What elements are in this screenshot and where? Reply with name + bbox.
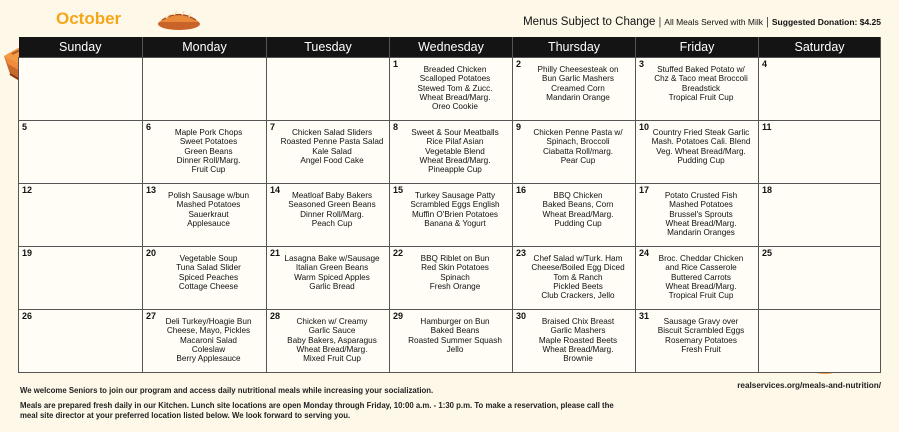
day-menu: Stuffed Baked Potato w/ Chz & Taco meat Broccoli Breadstick Tropical Fruit Cup <box>654 65 748 102</box>
day-menu: BBQ Chicken Baked Beans, Corn Wheat Bread/Marg. Pudding Cup <box>542 191 614 228</box>
day-number: 4 <box>762 59 768 69</box>
calendar-day-cell <box>267 184 390 247</box>
day-menu: Hamburger on Bun Baked Beans Roasted Summer Squash Jello <box>408 317 502 354</box>
day-menu: Philly Cheesesteak on Bun Garlic Mashers Creamed Corn Mandarin Orange <box>537 65 619 102</box>
day-menu: BBQ Riblet on Bun Red Skin Potatoes Spinach Fresh Orange <box>420 254 490 291</box>
day-number: 26 <box>22 311 33 321</box>
day-menu <box>19 121 142 128</box>
menu-calendar <box>18 37 881 373</box>
calendar-day-cell <box>143 184 267 247</box>
calendar-day-cell <box>19 247 143 310</box>
day-number: 1 <box>393 59 399 69</box>
day-number: 16 <box>516 185 527 195</box>
calendar-day-cell <box>636 247 759 310</box>
day-menu <box>759 247 880 254</box>
calendar-day-cell <box>143 310 267 373</box>
day-number: 3 <box>639 59 645 69</box>
day-menu <box>19 184 142 191</box>
day-number: 9 <box>516 122 522 132</box>
calendar-day-cell <box>636 310 759 373</box>
calendar-day-cell <box>513 184 636 247</box>
weekday-header-monday: Monday <box>143 37 267 58</box>
calendar-day-cell <box>759 58 881 121</box>
day-menu: Meatloaf Baby Bakers Seasoned Green Beans Dinner Roll/Marg. Peach Cup <box>288 191 376 228</box>
day-number: 7 <box>270 122 276 132</box>
website-link[interactable]: realservices.org/meals-and-nutrition/ <box>737 381 881 390</box>
weekday-header-wednesday: Wednesday <box>390 37 513 58</box>
day-number: 12 <box>22 185 33 195</box>
day-number: 11 <box>762 122 772 132</box>
calendar-day-cell <box>143 58 267 121</box>
day-number: 2 <box>516 59 522 69</box>
welcome-text: We welcome Seniors to join our program and access daily nutritional meals while increasing your socialization. <box>20 386 434 395</box>
weekday-header-row <box>19 37 881 58</box>
day-number: 27 <box>146 311 157 321</box>
day-number: 6 <box>146 122 152 132</box>
weekday-header-friday: Friday <box>636 37 759 58</box>
day-number: 24 <box>639 248 650 258</box>
day-number: 8 <box>393 122 399 132</box>
day-menu: Country Fried Steak Garlic Mash. Potatoes Cali. Blend Veg. Wheat Bread/Marg. Pudding Cup <box>651 128 751 165</box>
day-number: 30 <box>516 311 527 321</box>
day-menu: Turkey Sausage Patty Scrambled Eggs English Muffin O'Brien Potatoes Banana & Yogurt <box>410 191 500 228</box>
day-number: 13 <box>146 185 157 195</box>
milk-note: All Meals Served with Milk <box>664 17 764 27</box>
calendar-week-row <box>19 184 881 247</box>
day-menu: Chicken Salad Sliders Roasted Penne Pasta Salad Kale Salad Angel Food Cake <box>280 128 384 165</box>
day-number: 14 <box>270 185 281 195</box>
day-menu <box>19 310 142 317</box>
calendar-week-row <box>19 58 881 121</box>
calendar-day-cell <box>759 184 881 247</box>
calendar-day-cell <box>267 121 390 184</box>
calendar-day-cell <box>513 58 636 121</box>
calendar-day-cell <box>759 121 881 184</box>
day-menu: Chicken w/ Creamy Garlic Sauce Baby Bakers, Asparagus Wheat Bread/Marg. Mixed Fruit Cup <box>287 317 377 364</box>
day-menu: Polish Sausage w/bun Mashed Potatoes Sauerkraut Applesauce <box>167 191 250 228</box>
calendar-day-cell <box>636 184 759 247</box>
calendar-day-cell <box>636 58 759 121</box>
calendar-day-cell <box>759 310 881 373</box>
day-menu <box>759 121 880 128</box>
calendar-day-cell <box>267 310 390 373</box>
calendar-week-row <box>19 310 881 373</box>
calendar-day-cell <box>19 58 143 121</box>
day-menu: Chicken Penne Pasta w/ Spinach, Broccoli Ciabatta Roll/marg. Pear Cup <box>533 128 623 165</box>
pie-icon <box>156 4 202 32</box>
calendar-day-cell <box>267 58 390 121</box>
day-menu: Vegetable Soup Tuna Salad Slider Spiced Peaches Cottage Cheese <box>176 254 241 291</box>
suggested-donation: Suggested Donation: $4.25 <box>771 17 881 27</box>
day-number: 18 <box>762 185 773 195</box>
day-menu: Breaded Chicken Scalloped Potatoes Stewed Tom & Zucc. Wheat Bread/Marg. Oreo Cookie <box>417 65 493 112</box>
day-menu: Sweet & Sour Meatballs Rice Pilaf Asian Vegetable Blend Wheat Bread/Marg. Pineapple Cup <box>411 128 499 175</box>
weekday-header-saturday: Saturday <box>759 37 881 58</box>
calendar-day-cell <box>759 247 881 310</box>
day-number: 15 <box>393 185 404 195</box>
calendar-day-cell <box>390 184 513 247</box>
day-menu <box>759 58 880 65</box>
day-menu: Lasagna Bake w/Sausage Italian Green Beans Warm Spiced Apples Garlic Bread <box>284 254 380 291</box>
menu-subject-note: Menus Subject to Change <box>523 16 656 28</box>
day-menu <box>19 58 142 65</box>
calendar-day-cell <box>513 310 636 373</box>
calendar-day-cell <box>390 58 513 121</box>
day-number: 20 <box>146 248 157 258</box>
calendar-day-cell <box>143 247 267 310</box>
day-number: 17 <box>639 185 650 195</box>
day-number: 23 <box>516 248 527 258</box>
day-number: 29 <box>393 311 404 321</box>
day-menu: Potato Crusted Fish Mashed Potatoes Brussel's Sprouts Wheat Bread/Marg. Mandarin Oranges <box>664 191 738 238</box>
calendar-day-cell <box>390 121 513 184</box>
day-menu <box>267 58 389 65</box>
day-number: 28 <box>270 311 281 321</box>
weekday-header-thursday: Thursday <box>513 37 636 58</box>
calendar-week-row <box>19 247 881 310</box>
day-number: 19 <box>22 248 33 258</box>
day-menu: Chef Salad w/Turk. Ham Cheese/Boiled Egg Diced Tom & Ranch Pickled Beets Club Crackers, Jello <box>531 254 625 301</box>
calendar-day-cell <box>390 310 513 373</box>
calendar-day-cell <box>636 121 759 184</box>
day-number: 5 <box>22 122 28 132</box>
calendar-day-cell <box>513 247 636 310</box>
day-number: 21 <box>270 248 281 258</box>
month-title: October <box>56 9 122 28</box>
day-menu <box>143 58 266 65</box>
day-menu: Maple Pork Chops Sweet Potatoes Green Beans Dinner Roll/Marg. Fruit Cup <box>174 128 243 175</box>
day-number: 25 <box>762 248 773 258</box>
day-number: 31 <box>639 311 650 321</box>
calendar-week-row <box>19 121 881 184</box>
weekday-header-sunday: Sunday <box>19 37 143 58</box>
day-menu <box>759 184 880 191</box>
calendar-day-cell <box>267 247 390 310</box>
calendar-day-cell <box>143 121 267 184</box>
calendar-day-cell <box>513 121 636 184</box>
calendar-day-cell <box>19 184 143 247</box>
calendar-day-cell <box>390 247 513 310</box>
calendar-day-cell <box>19 310 143 373</box>
calendar-body <box>19 58 881 373</box>
day-number: 22 <box>393 248 404 258</box>
day-menu: Braised Chix Breast Garlic Mashers Maple Roasted Beets Wheat Bread/Marg. Brownie <box>538 317 618 364</box>
day-number: 10 <box>639 122 650 132</box>
day-menu <box>759 310 880 317</box>
day-menu: Sausage Gravy over Biscuit Scrambled Eggs Rosemary Potatoes Fresh Fruit <box>657 317 745 354</box>
site-info-text: Meals are prepared fresh daily in our Kitchen. Lunch site locations are open Monday through Friday, 10:00 a.m. - 1:30 p.m. To make a reservation, please call the meal site director at your preferred location listed below. We look forward to serving you. <box>20 401 614 420</box>
weekday-header-tuesday: Tuesday <box>267 37 390 58</box>
day-menu: Deli Turkey/Hoagie Bun Cheese, Mayo, Pickles Macaroni Salad Coleslaw Berry Applesauce <box>165 317 252 364</box>
day-menu: Broc. Cheddar Chicken and Rice Casserole Buttered Carrots Wheat Bread/Marg. Tropical Fruit Cup <box>658 254 744 301</box>
calendar-day-cell <box>19 121 143 184</box>
day-menu <box>19 247 142 254</box>
header-info: Menus Subject to Change | All Meals Served with Milk | Suggested Donation: $4.25 <box>523 16 881 28</box>
